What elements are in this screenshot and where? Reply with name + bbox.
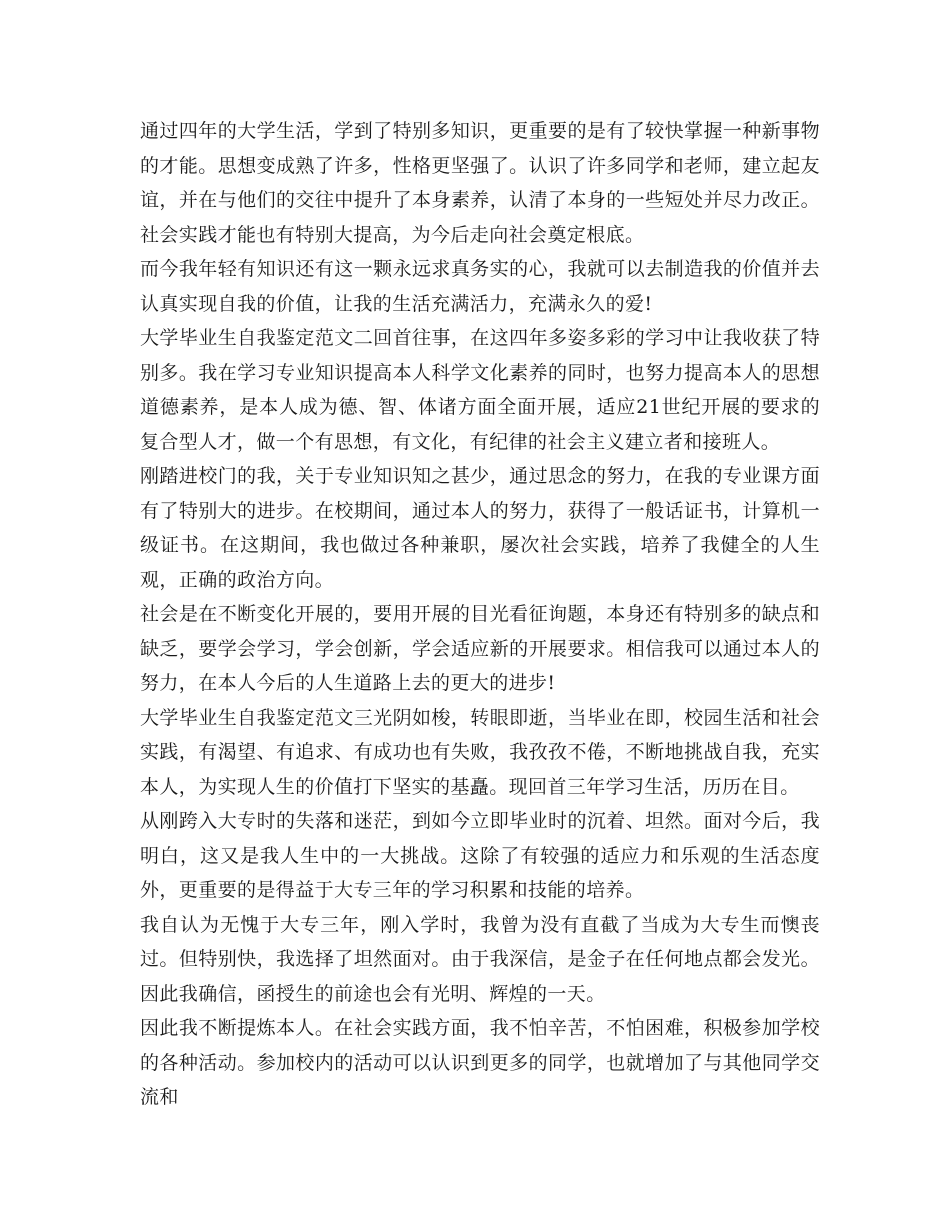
paragraph: 社会是在不断变化开展的，要用开展的目光看征询题，本身还有特别多的缺点和缺乏，要学会学习，学会创新，学会适应新的开展要求。相信我可以通过本人的努力，在本人今后的人生道路上去的更大的进步! [140, 603, 820, 694]
paragraph: 从刚跨入大专时的失落和迷茫，到如今立即毕业时的沉着、坦然。面对今后，我明白，这又是我人生中的一大挑战。这除了有较强的适应力和乐观的生活态度外，更重要的是得益于大专三年的学习积累和技能的培养。 [140, 810, 820, 901]
paragraph: 而今我年轻有知识还有这一颗永远求真务实的心，我就可以去制造我的价值并去认真实现自我的价值，让我的生活充满活力，充满永久的爱! [140, 258, 820, 315]
document-body [140, 114, 820, 1115]
paragraph: 大学毕业生自我鉴定范文二回首往事，在这四年多姿多彩的学习中让我收获了特别多。我在学习专业知识提高本人科学文化素养的同时，也努力提高本人的思想道德素养，是本人成为德、智、体诸方面全面开展，适应21世纪开展的要求的复合型人才，做一个有思想，有文化，有纪律的社会主义建立者和接班人。 [140, 327, 820, 453]
paragraph: 因此我不断提炼本人。在社会实践方面，我不怕辛苦，不怕困难，积极参加学校的各种活动。参加校内的活动可以认识到更多的同学，也就增加了与其他同学交流和 [140, 1017, 820, 1108]
paragraph: 我自认为无愧于大专三年，刚入学时，我曾为没有直截了当成为大专生而懊丧过。但特别快，我选择了坦然面对。由于我深信，是金子在任何地点都会发光。因此我确信，函授生的前途也会有光明、辉煌的一天。 [140, 913, 820, 1005]
paragraph: 大学毕业生自我鉴定范文三光阴如梭，转眼即逝，当毕业在即，校园生活和社会实践，有渴望、有追求、有成功也有失败，我孜孜不倦，不断地挑战自我，充实本人，为实现人生的价值打下坚实的基矗。现回首三年学习生活，历历在目。 [140, 706, 820, 798]
paragraph: 通过四年的大学生活，学到了特别多知识，更重要的是有了较快掌握一种新事物的才能。思想变成熟了许多，性格更坚强了。认识了许多同学和老师，建立起友谊，并在与他们的交往中提升了本身素养，认清了本身的一些短处并尽力改正。社会实践才能也有特别大提高，为今后走向社会奠定根底。 [140, 120, 820, 246]
paragraph: 刚踏进校门的我，关于专业知识知之甚少，通过思念的努力，在我的专业课方面有了特别大的进步。在校期间，通过本人的努力，获得了一般话证书，计算机一级证书。在这期间，我也做过各种兼职，屡次社会实践，培养了我健全的人生观，正确的政治方向。 [140, 465, 820, 591]
